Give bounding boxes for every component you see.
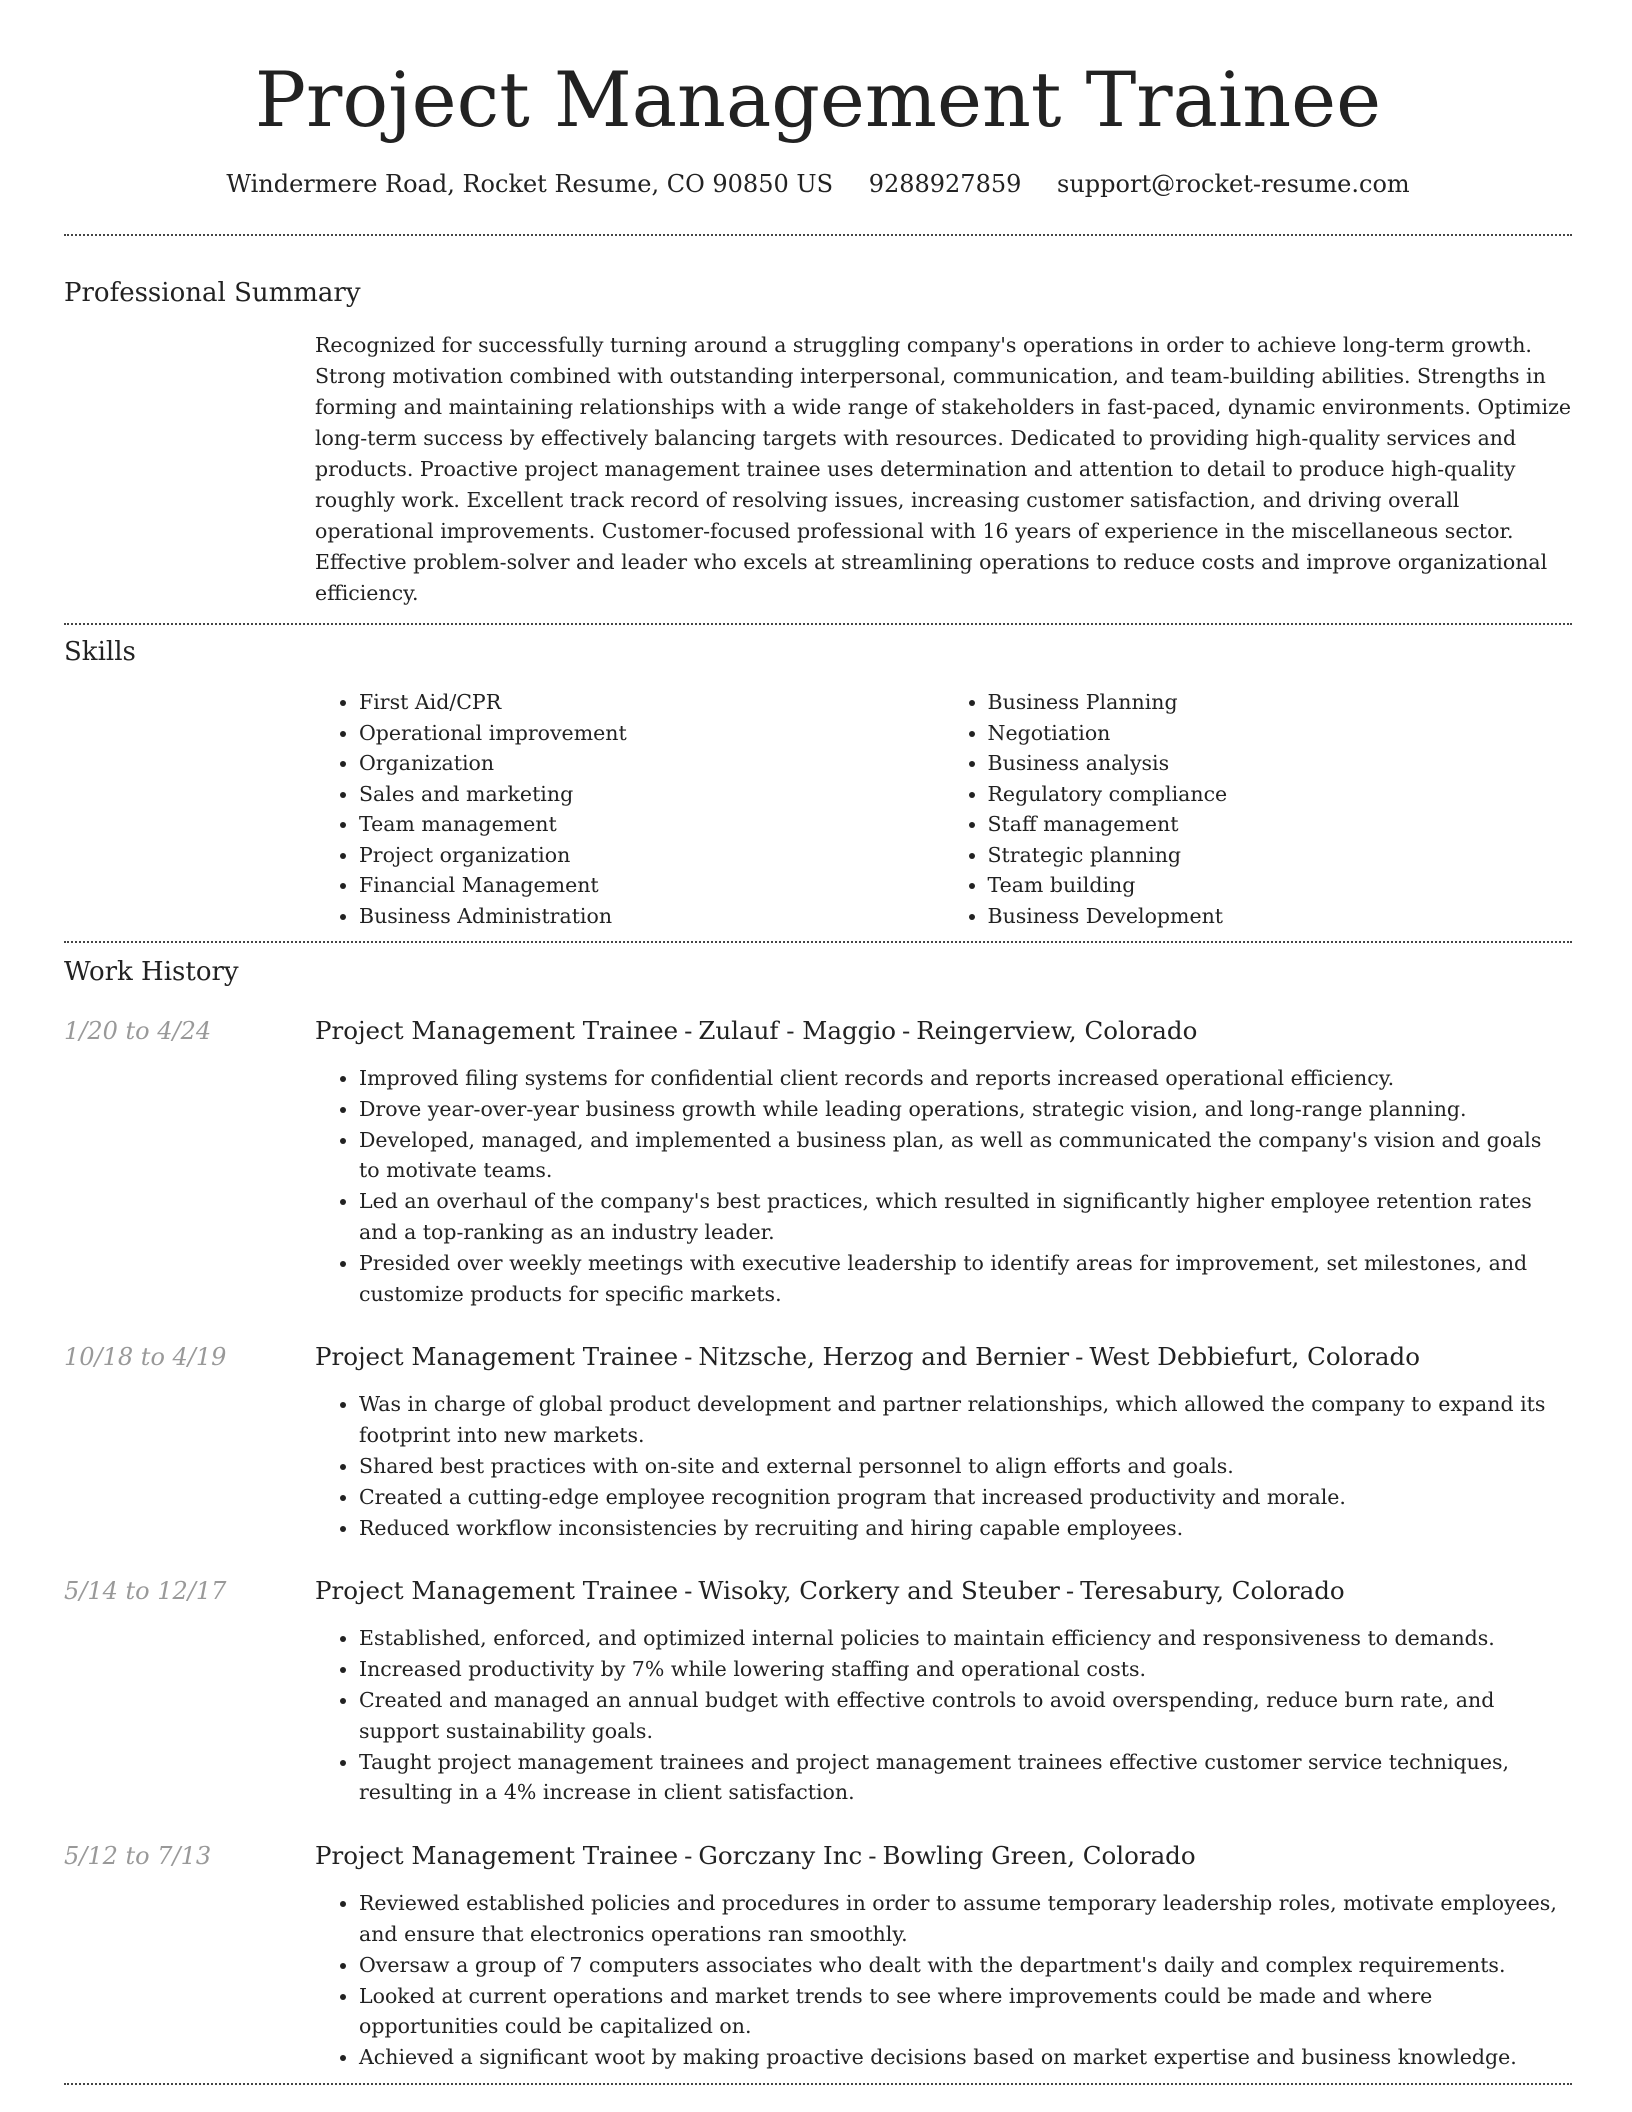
skill-item: • First Aid/CPR <box>359 687 944 718</box>
skill-item: • Team management <box>359 809 944 840</box>
job-location: West Debbiefurt, Colorado <box>1089 1342 1420 1372</box>
job-entry <box>64 1015 1572 1309</box>
job-bullet: • Oversaw a group of 7 computers associates who dealt with the department's daily and complex requirements. <box>359 1950 1572 1981</box>
job-bullet: • Created a cutting-edge employee recognition program that increased productivity and morale. <box>359 1482 1572 1513</box>
resume-name: Project Management Trainee <box>254 55 1382 144</box>
job-entry <box>64 1341 1572 1543</box>
job-bullet: • Drove year-over-year business growth while leading operations, strategic vision, and long-range planning. <box>359 1094 1572 1125</box>
job-bullet: • Presided over weekly meetings with executive leadership to identify areas for improvement, set milestones, and customize products for specific markets. <box>359 1248 1572 1310</box>
skill-item: • Project organization <box>359 840 944 871</box>
skill-item: • Financial Management <box>359 870 944 901</box>
job-bullet: • Reviewed established policies and procedures in order to assume temporary leadership roles, motivate employees, and ensure that electronics operations ran smoothly. <box>359 1888 1572 1950</box>
contact-address: Windermere Road, Rocket Resume, CO 90850 US <box>226 170 834 198</box>
job-company: Wisoky, Corkery and Steuber <box>698 1576 1060 1606</box>
job-bullet: • Looked at current operations and market trends to see where improvements could be made and where opportunities could be capitalized on. <box>359 1981 1572 2043</box>
job-role: Project Management Trainee <box>315 1016 679 1045</box>
skills-grid <box>315 687 1572 931</box>
skill-item: • Negotiation <box>988 718 1573 749</box>
section-title-work-history: Work History <box>64 957 239 987</box>
skill-item: • Organization <box>359 748 944 779</box>
job-heading: Project Management Trainee - Gorczany Inc - Bowling Green, Colorado <box>315 1841 1196 1871</box>
job-bullet: • Developed, managed, and implemented a business plan, as well as communicated the company's vision and goals to motivate teams. <box>359 1125 1572 1187</box>
skill-item: • Regulatory compliance <box>988 779 1573 810</box>
job-role: Project Management Trainee <box>315 1342 679 1372</box>
job-bullets <box>315 1888 1572 2073</box>
resume-page <box>64 0 1572 2085</box>
job-bullet: • Taught project management trainees and project management trainees effective customer service techniques, resulting in a 4% increase in client satisfaction. <box>359 1747 1572 1809</box>
job-bullet: • Created and managed an annual budget with effective controls to avoid overspending, reduce burn rate, and support sustainability goals. <box>359 1685 1572 1747</box>
section-divider <box>64 941 1572 943</box>
job-heading: Project Management Trainee - Nitzsche, Herzog and Bernier - West Debbiefurt, Colorado <box>315 1342 1420 1372</box>
job-role: Project Management Trainee <box>315 1576 679 1606</box>
skill-item: • Strategic planning <box>988 840 1573 871</box>
skill-item: • Business analysis <box>988 748 1573 779</box>
skill-item: • Operational improvement <box>359 718 944 749</box>
job-bullets <box>315 1063 1572 1309</box>
skill-item: • Sales and marketing <box>359 779 944 810</box>
contact-line <box>64 168 1572 200</box>
job-bullet: • Increased productivity by 7% while lowering staffing and operational costs. <box>359 1654 1572 1685</box>
job-bullet: • Was in charge of global product development and partner relationships, which allowed the company to expand its footprint into new markets. <box>359 1389 1572 1451</box>
skills-list-left <box>315 687 944 931</box>
job-company: Nitzsche, Herzog and Bernier <box>698 1342 1070 1372</box>
job-entry <box>64 1575 1572 1808</box>
job-location: Bowling Green, Colorado <box>882 1841 1196 1871</box>
job-location: Reingerview, Colorado <box>916 1016 1198 1045</box>
job-role: Project Management Trainee <box>315 1841 679 1871</box>
summary-text: Recognized for successfully turning around a struggling company's operations in order to achieve long-term growth. Strong motivation combined with outstanding interpersonal, communication, and team-building abilities. Strengths in forming and maintaining relationships with a wide range of stakeholders in fast-paced, dynamic environments. Optimize long-term success by effectively balancing targets with resources. Dedicated to providing high-quality services and products. Proactive project management trainee uses determination and attention to detail to produce high-quality roughly work. Excellent track record of resolving issues, increasing customer satisfaction, and driving overall operational improvements. Customer-focused professional with 16 years of experience in the miscellaneous sector. Effective problem-solver and leader who excels at streamlining operations to reduce costs and improve organizational efficiency. <box>315 333 1572 605</box>
job-bullet: • Led an overhaul of the company's best practices, which resulted in significantly higher employee retention rates and a top-ranking as an industry leader. <box>359 1186 1572 1248</box>
job-bullet: • Achieved a significant woot by making proactive decisions based on market expertise and business knowledge. <box>359 2042 1572 2073</box>
job-dates: 5/14 to 12/17 <box>64 1577 227 1606</box>
skill-item: • Staff management <box>988 809 1573 840</box>
section-title-summary: Professional Summary <box>64 278 361 308</box>
job-dates: 1/20 to 4/24 <box>64 1017 212 1045</box>
skill-item: • Business Planning <box>988 687 1573 718</box>
skill-item: • Business Development <box>988 901 1573 932</box>
section-divider <box>64 2083 1572 2085</box>
section-divider <box>64 623 1572 625</box>
job-heading: Project Management Trainee - Wisoky, Corkery and Steuber - Teresabury, Colorado <box>315 1576 1345 1606</box>
job-bullet: • Established, enforced, and optimized internal policies to maintain efficiency and responsiveness to demands. <box>359 1623 1572 1654</box>
job-bullet: • Reduced workflow inconsistencies by recruiting and hiring capable employees. <box>359 1513 1572 1544</box>
job-dates: 10/18 to 4/19 <box>64 1343 227 1372</box>
job-bullet: • Shared best practices with on-site and external personnel to align efforts and goals. <box>359 1451 1572 1482</box>
skill-item: • Team building <box>988 870 1573 901</box>
job-bullets <box>315 1389 1572 1543</box>
section-divider <box>64 234 1572 236</box>
job-heading: Project Management Trainee - Zulauf - Maggio - Reingerview, Colorado <box>315 1016 1198 1045</box>
contact-phone: 9288927859 <box>868 170 1022 198</box>
job-location: Teresabury, Colorado <box>1080 1576 1345 1606</box>
job-company: Zulauf - Maggio <box>698 1016 896 1045</box>
job-bullet: • Improved filing systems for confidential client records and reports increased operational efficiency. <box>359 1063 1572 1094</box>
job-dates: 5/12 to 7/13 <box>64 1842 212 1871</box>
contact-email[interactable]: support@rocket-resume.com <box>1057 170 1410 198</box>
job-entry <box>64 1840 1572 2073</box>
skills-list-right <box>944 687 1573 931</box>
job-company: Gorczany Inc <box>698 1841 863 1871</box>
skill-item: • Business Administration <box>359 901 944 932</box>
section-title-skills: Skills <box>64 637 136 667</box>
job-bullets <box>315 1623 1572 1808</box>
